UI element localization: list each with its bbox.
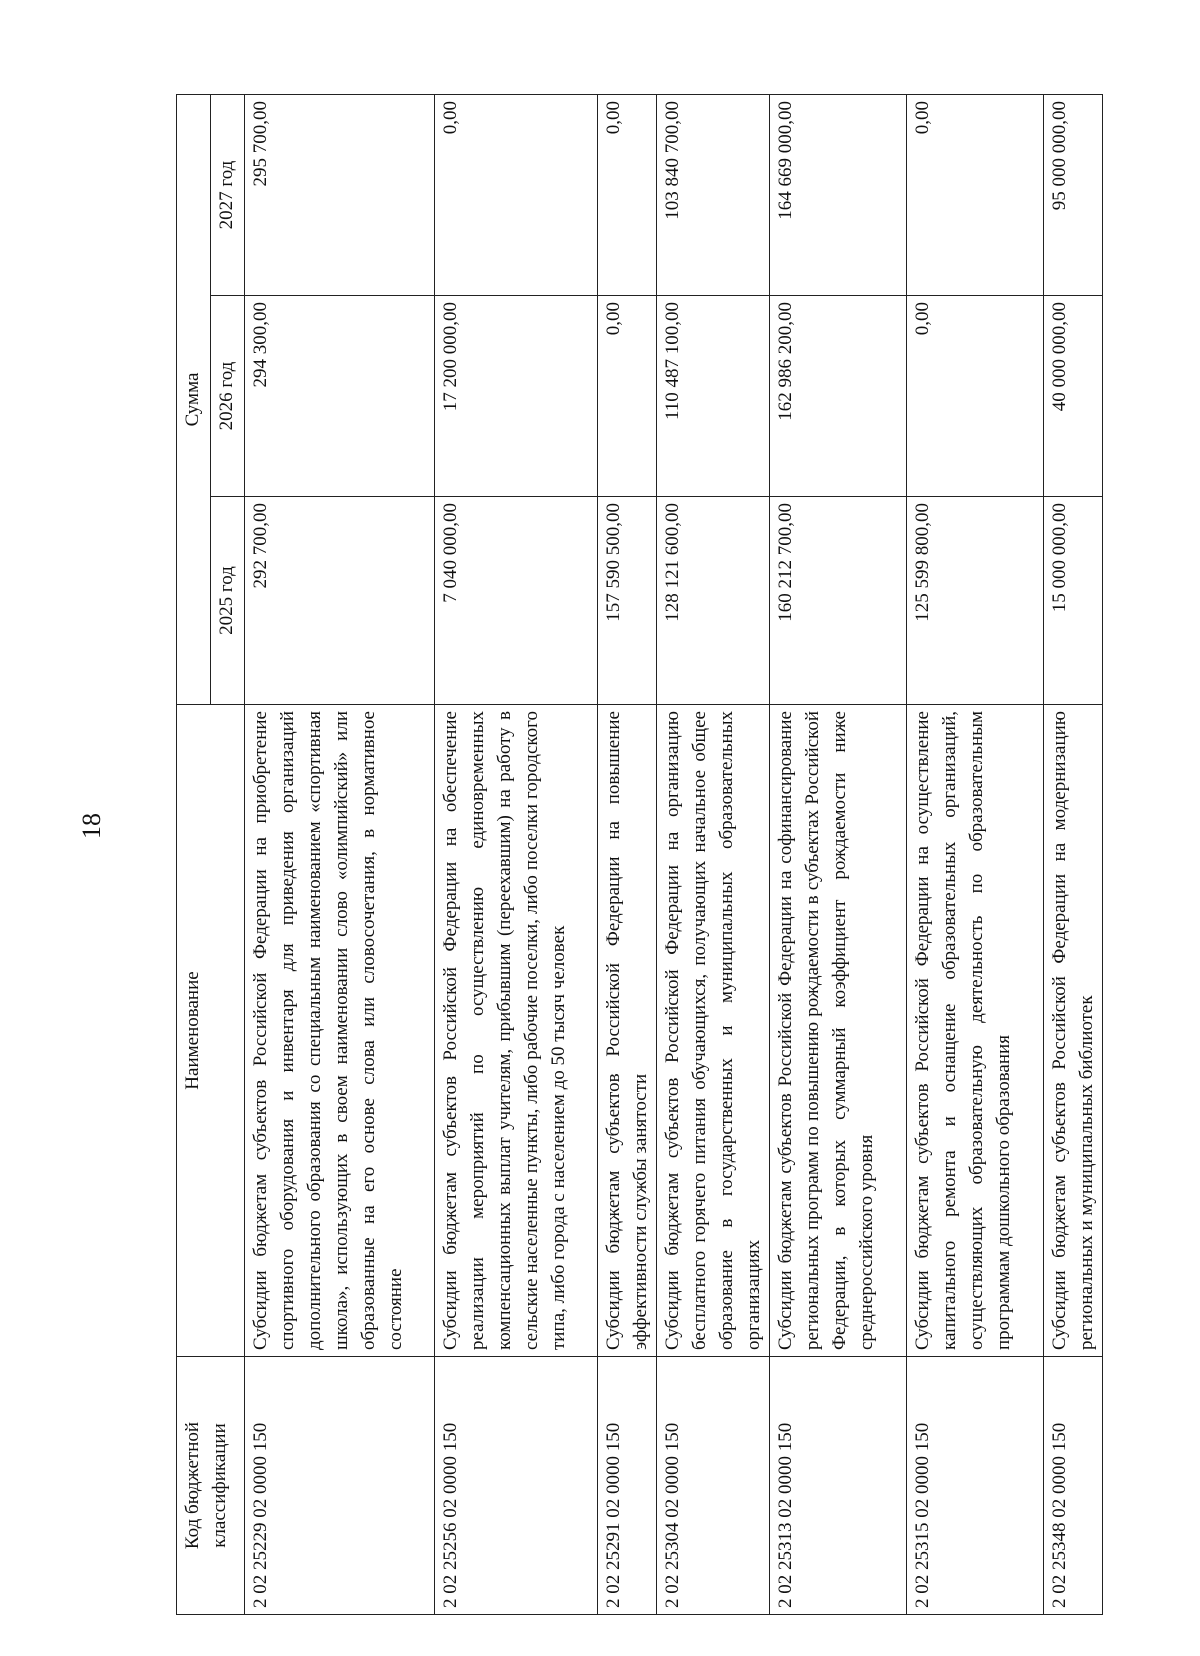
table-row	[245, 94, 435, 1614]
amount-2027: 295 700,00	[245, 94, 435, 295]
table-row	[1044, 94, 1103, 1614]
document-table-container	[176, 95, 1097, 1615]
budget-code: 2 02 25315 02 0000 150	[907, 1357, 1044, 1615]
table-row	[657, 94, 770, 1614]
amount-2027: 164 669 000,00	[770, 94, 907, 295]
amount-2027: 0,00	[907, 94, 1044, 295]
header-sum: Сумма	[177, 94, 211, 704]
amount-2027: 103 840 700,00	[657, 94, 770, 295]
amount-2025: 160 212 700,00	[770, 497, 907, 705]
table-row	[435, 94, 598, 1614]
budget-code: 2 02 25313 02 0000 150	[770, 1357, 907, 1615]
amount-2026: 110 487 100,00	[657, 296, 770, 497]
budget-code: 2 02 25348 02 0000 150	[1044, 1357, 1103, 1615]
budget-code: 2 02 25304 02 0000 150	[657, 1357, 770, 1615]
header-name: Наименование	[177, 705, 245, 1357]
header-year-2027: 2027 год	[211, 94, 245, 295]
budget-code: 2 02 25229 02 0000 150	[245, 1357, 435, 1615]
amount-2025: 128 121 600,00	[657, 497, 770, 705]
amount-2025: 157 590 500,00	[598, 497, 657, 705]
budget-code: 2 02 25291 02 0000 150	[598, 1357, 657, 1615]
amount-2027: 0,00	[598, 94, 657, 295]
page-number: 18	[77, 813, 106, 839]
header-code: Код бюджетной классификации	[177, 1357, 245, 1615]
header-year-2025: 2025 год	[211, 497, 245, 705]
amount-2026: 40 000 000,00	[1044, 296, 1103, 497]
amount-2027: 0,00	[435, 94, 598, 295]
amount-2026: 0,00	[598, 296, 657, 497]
header-year-2026: 2026 год	[211, 296, 245, 497]
row-name: Субсидии бюджетам субъектов Российской Федерации на модернизацию региональных и муниципальных библиотек	[1044, 705, 1103, 1357]
amount-2026: 162 986 200,00	[770, 296, 907, 497]
row-name: Субсидии бюджетам субъектов Российской Федерации на софинансирование региональных программ по повышению рождаемости в субъектах Российской Федерации, в которых суммарный коэффициент рождаемости ниже среднероссийского уровня	[770, 705, 907, 1357]
row-name: Субсидии бюджетам субъектов Российской Федерации на повышение эффективности службы занятости	[598, 705, 657, 1357]
amount-2025: 125 599 800,00	[907, 497, 1044, 705]
amount-2025: 292 700,00	[245, 497, 435, 705]
row-name: Субсидии бюджетам субъектов Российской Федерации на обеспечение реализации мероприятий по осуществлению единовременных компенсационных выплат учителям, прибывшим (переехавшим) на работу в сельские населенные пункты, либо рабочие поселки, либо поселки городского типа, либо города с населением до 50 тысяч человек	[435, 705, 598, 1357]
budget-code: 2 02 25256 02 0000 150	[435, 1357, 598, 1615]
table-row	[770, 94, 907, 1614]
row-name: Субсидии бюджетам субъектов Российской Федерации на организацию бесплатного горячего питания обучающихся, получающих начальное общее образование в государственных и муниципальных образовательных организациях	[657, 705, 770, 1357]
budget-table	[176, 94, 1103, 1615]
row-name: Субсидии бюджетам субъектов Российской Федерации на приобретение спортивного оборудования и инвентаря для приведения организаций дополнительного образования со специальным наименованием «спортивная школа», использующих в своем наименовании слово «олимпийский» или образованные на его основе слова или словосочетания, в нормативное состояние	[245, 705, 435, 1357]
amount-2026: 0,00	[907, 296, 1044, 497]
amount-2026: 17 200 000,00	[435, 296, 598, 497]
amount-2027: 95 000 000,00	[1044, 94, 1103, 295]
amount-2025: 7 040 000,00	[435, 497, 598, 705]
amount-2026: 294 300,00	[245, 296, 435, 497]
table-row	[598, 94, 657, 1614]
row-name: Субсидии бюджетам субъектов Российской Федерации на осуществление капитального ремонта и оснащение образовательных организаций, осуществляющих образовательную деятельность по образовательным программам дошкольного образования	[907, 705, 1044, 1357]
table-row	[907, 94, 1044, 1614]
amount-2025: 15 000 000,00	[1044, 497, 1103, 705]
